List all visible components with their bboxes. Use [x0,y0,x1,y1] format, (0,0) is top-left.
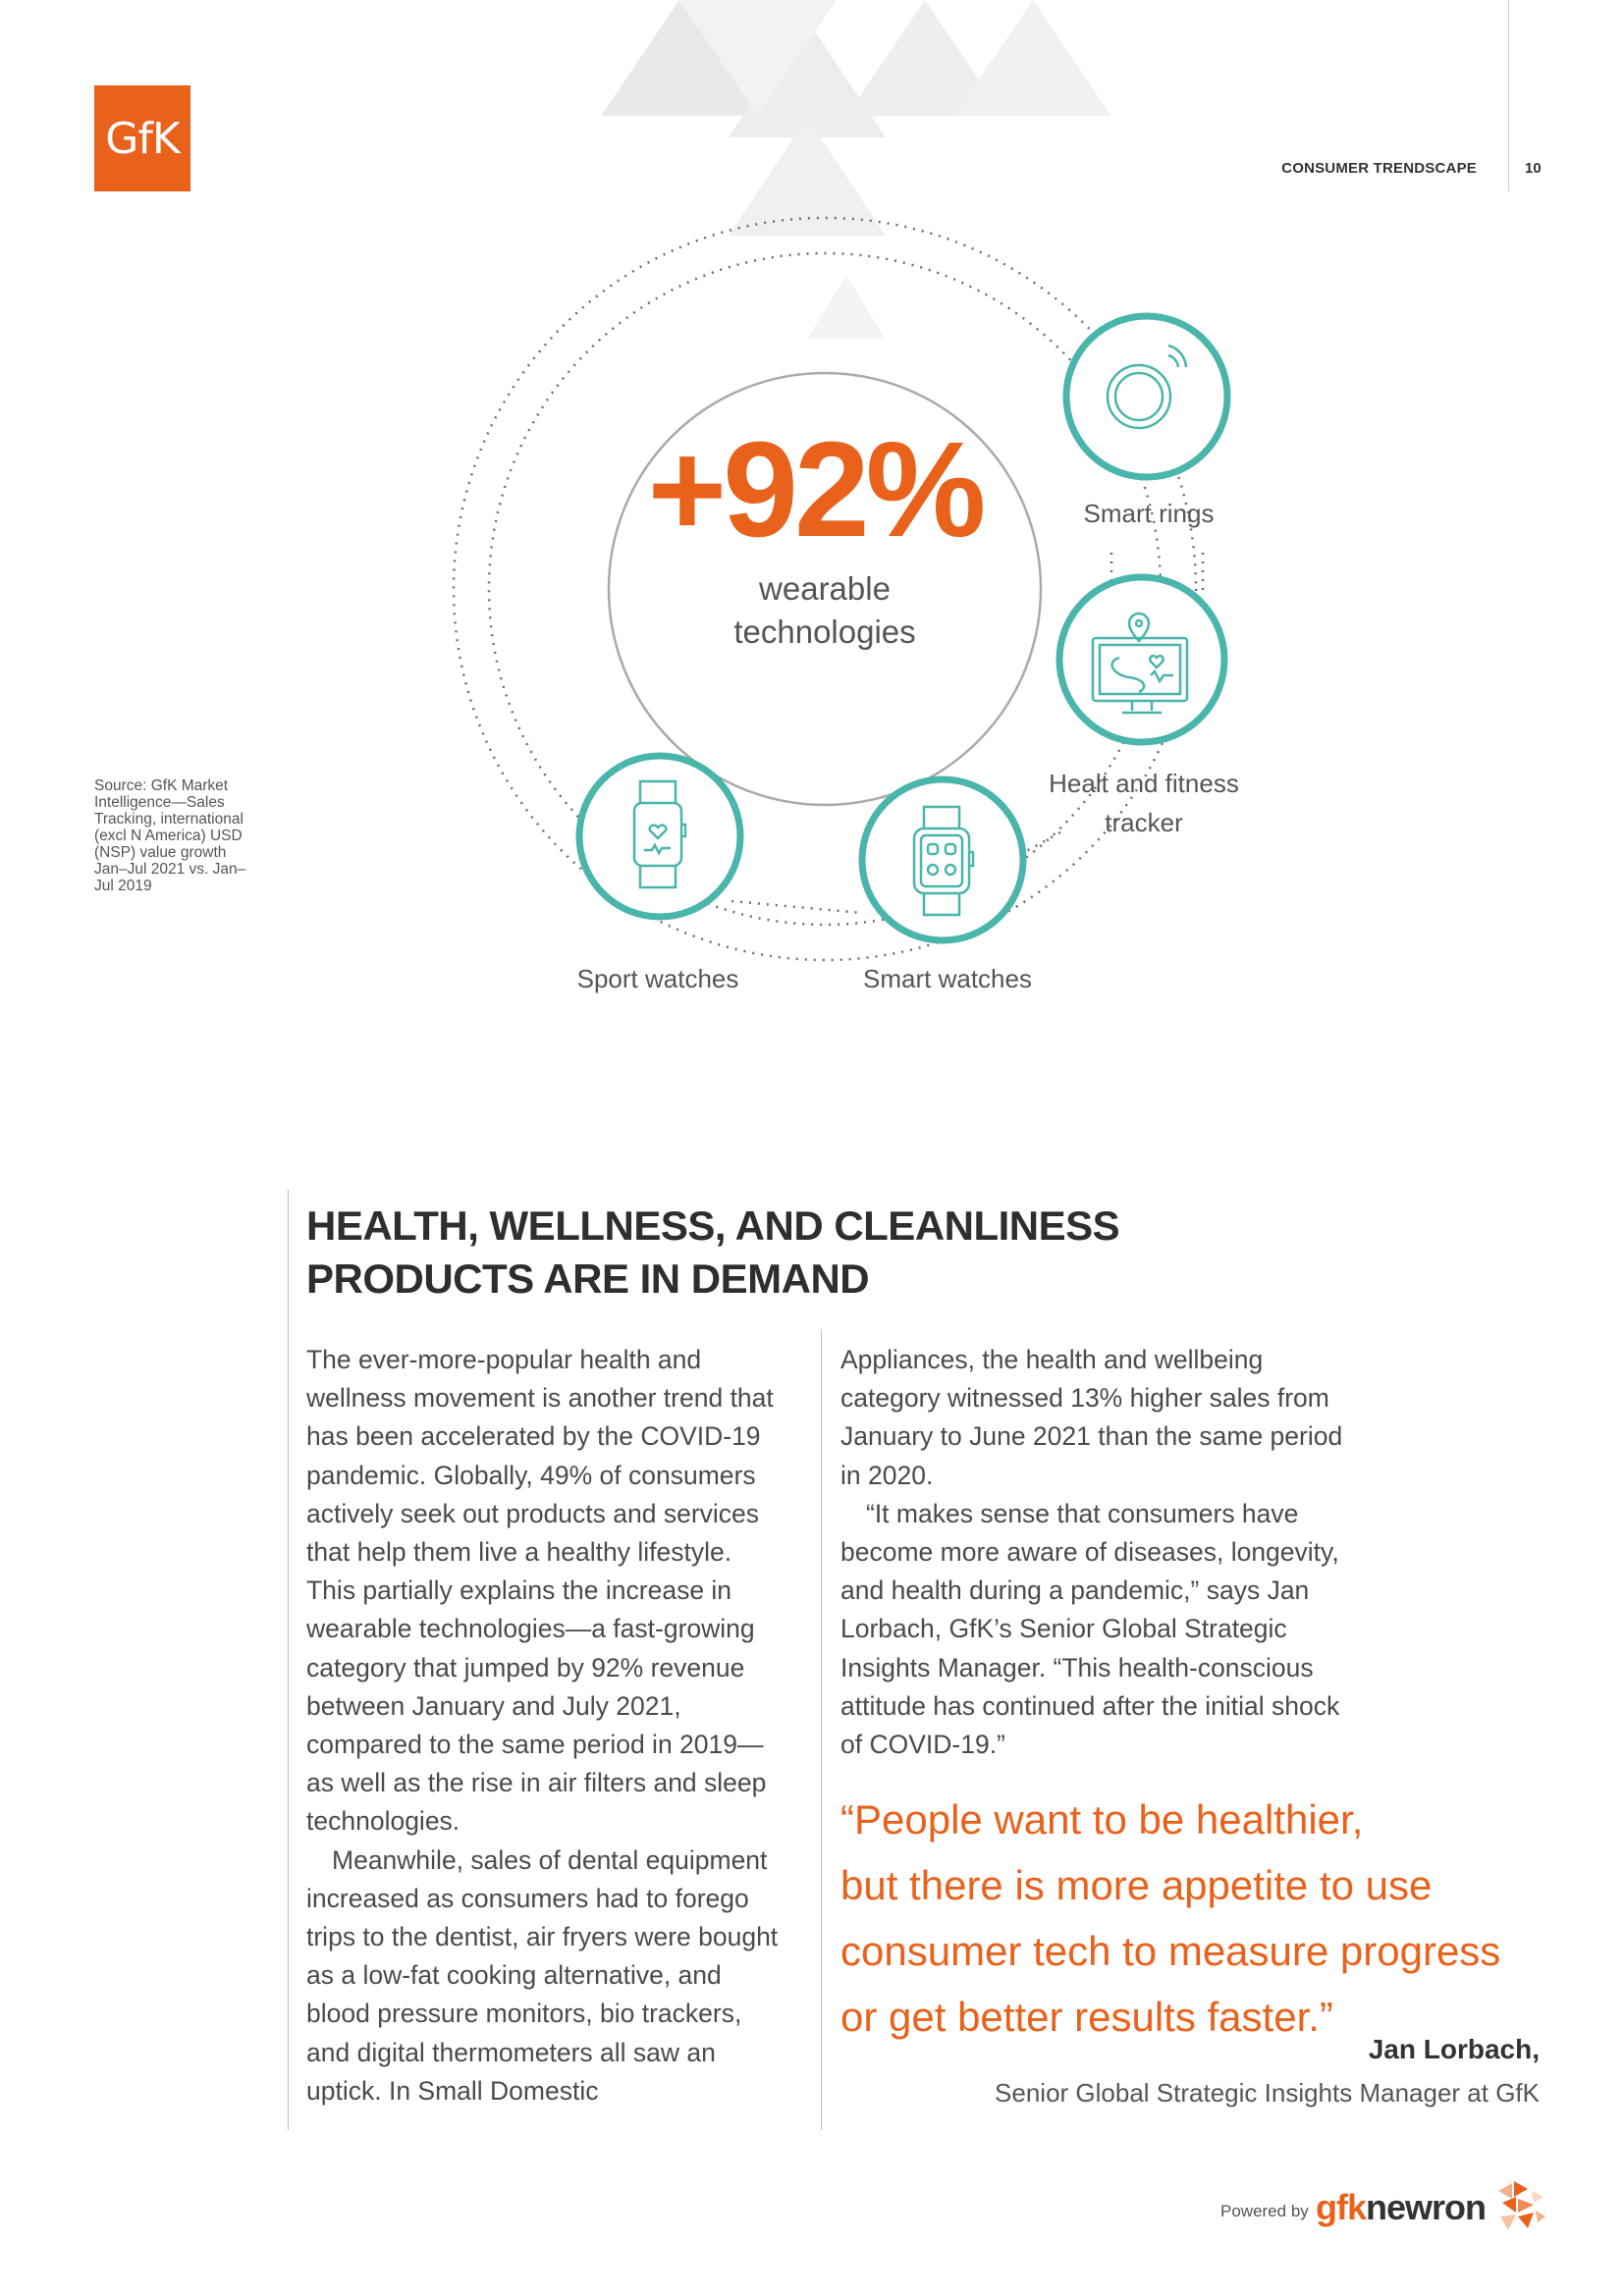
background-triangles [601,0,1111,339]
health-tracker-badge [1059,577,1224,742]
quote-line3: consumer tech to measure progress [840,1928,1501,1974]
headline-label [668,567,982,654]
column-divider [821,1329,822,2130]
headline-value: +92% [647,414,983,565]
article-heading [306,1200,1190,1306]
newron-cube-icon [1489,2177,1547,2236]
headline-label-line2: technologies [733,614,916,650]
quote-author: Jan Lorbach, [1368,2034,1540,2064]
quote-line1: “People want to be healthier, [840,1796,1364,1842]
brand-part-gfk: gfk [1316,2187,1366,2227]
article-column-left [306,1341,784,2110]
gfknewron-logo [1316,2187,1486,2228]
pull-quote [840,1787,1557,2050]
right-paragraph-1: Appliances, the health and wellbeing category witnessed 13% higher sales from January to June 2021 than the same period in 2020. [840,1345,1343,1490]
brand-part-newron: newron [1366,2187,1487,2227]
quote-line4: or get better results faster.” [840,1994,1333,2040]
right-paragraph-2: “It makes sense that consumers have become more aware of diseases, longevity, and health during a pandemic,” says Jan Lorbach, GfK’s Senior Global Strategic Insights Manager. “This health-conscious attitude has continued after the initial shock of COVID-19.” [840,1498,1340,1760]
label-health-tracker-line2: tracker [1105,808,1183,837]
heading-line2: PRODUCTS ARE IN DEMAND [306,1255,870,1302]
label-health-tracker-line1: Healt and fitness [1049,769,1239,798]
sport-watch-badge [579,756,740,917]
label-sport-watches: Sport watches [576,964,739,993]
article-left-rule [288,1190,289,2130]
source-note: Source: GfK Market Intelligence—Sales Tracking, international (excl N America) USD (NSP) value growth Jan–Jul 2021 vs. Jan–Jul 2019 [94,777,246,894]
quote-author-role: Senior Global Strategic Insights Manager at GfK [995,2078,1540,2108]
label-smart-rings: Smart rings [1083,499,1215,528]
label-smart-watches: Smart watches [863,964,1032,993]
quote-line2: but there is more appetite to use [840,1862,1433,1908]
section-title: CONSUMER TRENDSCAPE [1281,160,1477,177]
left-paragraph-2: Meanwhile, sales of dental equipment increased as consumers had to forego trips to the dentist, air fryers were bought as a low-fat cooking alternative, and blood pressure monitors, bio trackers, and digital thermometers all saw an uptick. In Small Domestic [306,1844,779,2106]
label-health-tracker [1011,764,1276,842]
gfk-logo: GfK [94,85,190,191]
article-column-right [840,1341,1351,1764]
headline-label-line1: wearable [759,570,891,607]
left-paragraph-1: The ever-more-popular health and wellness movement is another trend that has been accelerated by the COVID-19 pandemic. Globally, 49% of consumers actively seek out products and services that help them live a healthy lifestyle. This partially explains the increase in wearable technologies—a fast-growing category that jumped by 92% revenue between January and July 2021, compared to the same period in 2019—as well as the rise in air filters and sleep technologies. [306,1345,774,1837]
smart-watch-badge [862,779,1023,940]
header-divider [1508,0,1509,191]
heading-line1: HEALTH, WELLNESS, AND CLEANLINESS [306,1202,1120,1249]
page-number: 10 [1525,160,1542,177]
powered-by-label: Powered by [1220,2202,1309,2220]
smart-ring-badge [1066,316,1227,477]
